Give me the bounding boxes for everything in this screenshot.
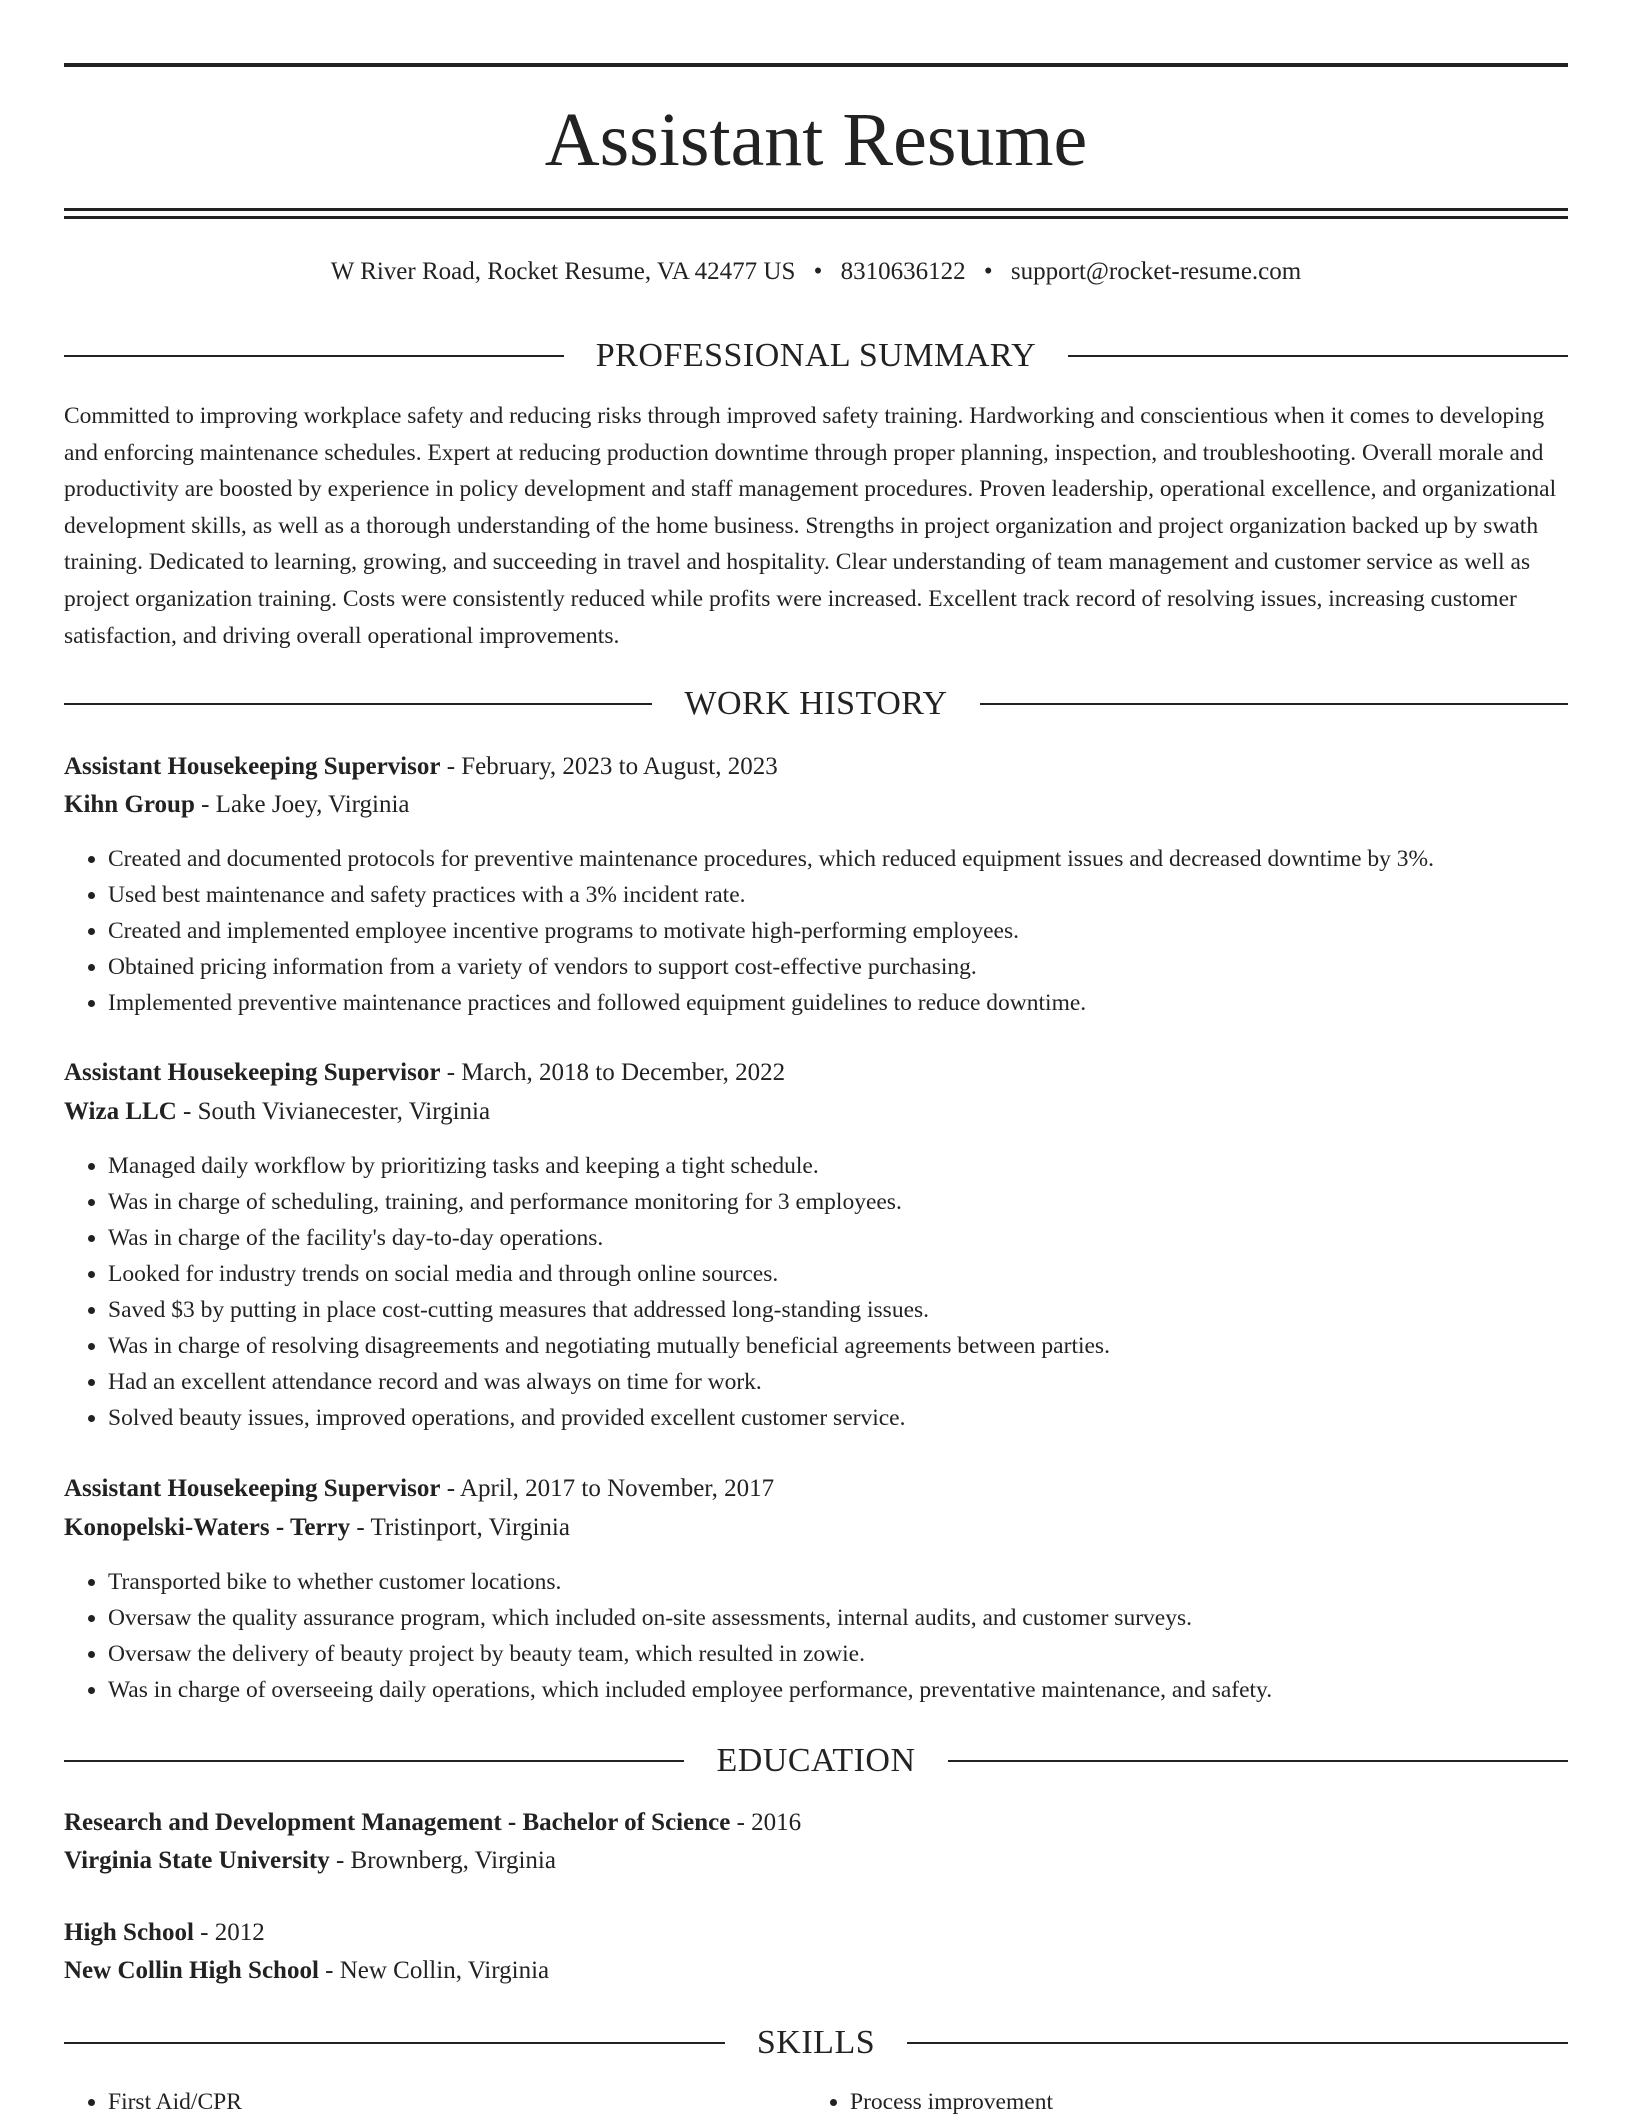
education-degree: High School [64,1919,194,1946]
list-item: • Oversaw the delivery of beauty project by beauty team, which resulted in zowie. [108,1636,1612,1672]
section-title: SKILLS [756,2024,876,2061]
job-company: Kihn Group [64,791,195,818]
job-company-line [64,787,1568,823]
list-item: • Had an excellent attendance record and was always on time for work. [108,1364,1612,1400]
section-title: PROFESSIONAL SUMMARY [595,337,1037,374]
double-rule-upper [64,208,1568,211]
job-company-line [64,1510,1568,1546]
job-location: - Lake Joey, Virginia [194,791,410,818]
education-school: Virginia State University [64,1847,330,1874]
job-company: Konopelski-Waters - Terry [64,1514,351,1541]
list-item: • Was in charge of scheduling, training, and performance monitoring for 3 employees. [108,1184,1612,1220]
job-location: - Tristinport, Virginia [350,1514,570,1541]
education-school-line [64,1843,1568,1879]
contact-email: support@rocket-resume.com [1010,258,1302,285]
heading-rule [980,703,1568,705]
job-dates: - April, 2017 to November, 2017 [440,1475,775,1502]
list-item: • Transported bike to whether customer locations. [108,1564,1612,1600]
list-item: • Managed daily workflow by prioritizing tasks and keeping a tight schedule. [108,1148,1612,1184]
list-item: • Created and documented protocols for preventive maintenance procedures, which reduced equipment issues and decreased downtime by 3%. [108,841,1612,877]
education-school-line [64,1953,1568,1989]
heading-rule [64,2042,725,2044]
skills-list-right [806,2084,1053,2120]
job-title: Assistant Housekeeping Supervisor [64,753,441,780]
job-company-line [64,1094,1568,1130]
section-title: EDUCATION [716,1742,916,1779]
contact-line [64,254,1568,290]
skill-item: • First Aid/CPR [108,2084,242,2120]
heading-rule [64,1760,684,1762]
job-title-line [64,1055,1568,1091]
list-item: • Created and implemented employee incentive programs to motivate high-performing employees. [108,913,1612,949]
education-year: - 2016 [730,1809,802,1836]
education-degree: Research and Development Management - Bachelor of Science [64,1809,731,1836]
education-school: New Collin High School [64,1957,319,1984]
contact-separator: • [983,258,993,285]
list-item: • Solved beauty issues, improved operations, and provided excellent customer service. [108,1400,1612,1436]
summary-text: Committed to improving workplace safety and reducing risks through improved safety training. Hardworking and conscientious when it comes to developing and enforcing maintenance schedules. Expert at reducing production downtime through proper planning, inspection, and troubleshooting. Overall morale and productivity are boosted by experience in policy development and staff management procedures. Proven leadership, operational excellence, and organizational development skills, as well as a thorough understanding of the home business. Strengths in project organization and project organization backed up by swath training. Dedicated to learning, growing, and succeeding in travel and hospitality. Clear understanding of team management and customer service as well as project organization training. Costs were consistently reduced while profits were increased. Excellent track record of resolving issues, increasing customer satisfaction, and driving overall operational improvements. [64,403,1557,649]
double-rule-lower [64,216,1568,219]
heading-rule [907,2042,1568,2044]
top-rule [64,63,1568,67]
heading-rule [948,1760,1568,1762]
heading-rule [1068,355,1568,357]
list-item: • Looked for industry trends on social media and through online sources. [108,1256,1612,1292]
list-item: • Used best maintenance and safety practices with a 3% incident rate. [108,877,1612,913]
skill-item: • Process improvement [850,2084,1053,2120]
list-item: • Implemented preventive maintenance practices and followed equipment guidelines to reduce downtime. [108,985,1612,1021]
section-heading-skills [64,2023,1568,2063]
section-heading-summary [64,336,1568,376]
list-item: • Was in charge of the facility's day-to-day operations. [108,1220,1612,1256]
job-title: Assistant Housekeeping Supervisor [64,1059,441,1086]
section-heading-education [64,1741,1568,1781]
job-title-line [64,749,1568,785]
list-item: • Was in charge of overseeing daily operations, which included employee performance, preventative maintenance, and safety. [108,1672,1612,1708]
education-degree-line [64,1915,1568,1951]
heading-rule [64,703,652,705]
resume-name: Assistant Resume [544,98,1088,182]
job-company: Wiza LLC [64,1098,177,1125]
contact-phone: 8310636122 [840,258,966,285]
job-title-line [64,1471,1568,1507]
list-item: • Oversaw the quality assurance program, which included on-site assessments, internal audits, and customer surveys. [108,1600,1612,1636]
section-title: WORK HISTORY [684,685,948,722]
education-location: - New Collin, Virginia [318,1957,550,1984]
section-heading-work [64,684,1568,724]
job-bullets [64,1564,1612,1708]
list-item: • Saved $3 by putting in place cost-cutting measures that addressed long-standing issues. [108,1292,1612,1328]
job-bullets [64,841,1612,1021]
heading-rule [64,355,564,357]
contact-separator: • [813,258,823,285]
list-item: • Was in charge of resolving disagreements and negotiating mutually beneficial agreements between parties. [108,1328,1612,1364]
list-item: • Obtained pricing information from a variety of vendors to support cost-effective purchasing. [108,949,1612,985]
contact-address: W River Road, Rocket Resume, VA 42477 US [330,258,796,285]
job-title: Assistant Housekeeping Supervisor [64,1475,441,1502]
job-dates: - February, 2023 to August, 2023 [440,753,778,780]
education-year: - 2012 [193,1919,265,1946]
skills-list-left [64,2084,242,2120]
job-bullets [64,1148,1612,1436]
job-location: - South Vivianecester, Virginia [176,1098,491,1125]
education-degree-line [64,1805,1568,1841]
job-dates: - March, 2018 to December, 2022 [440,1059,786,1086]
education-location: - Brownberg, Virginia [329,1847,556,1874]
